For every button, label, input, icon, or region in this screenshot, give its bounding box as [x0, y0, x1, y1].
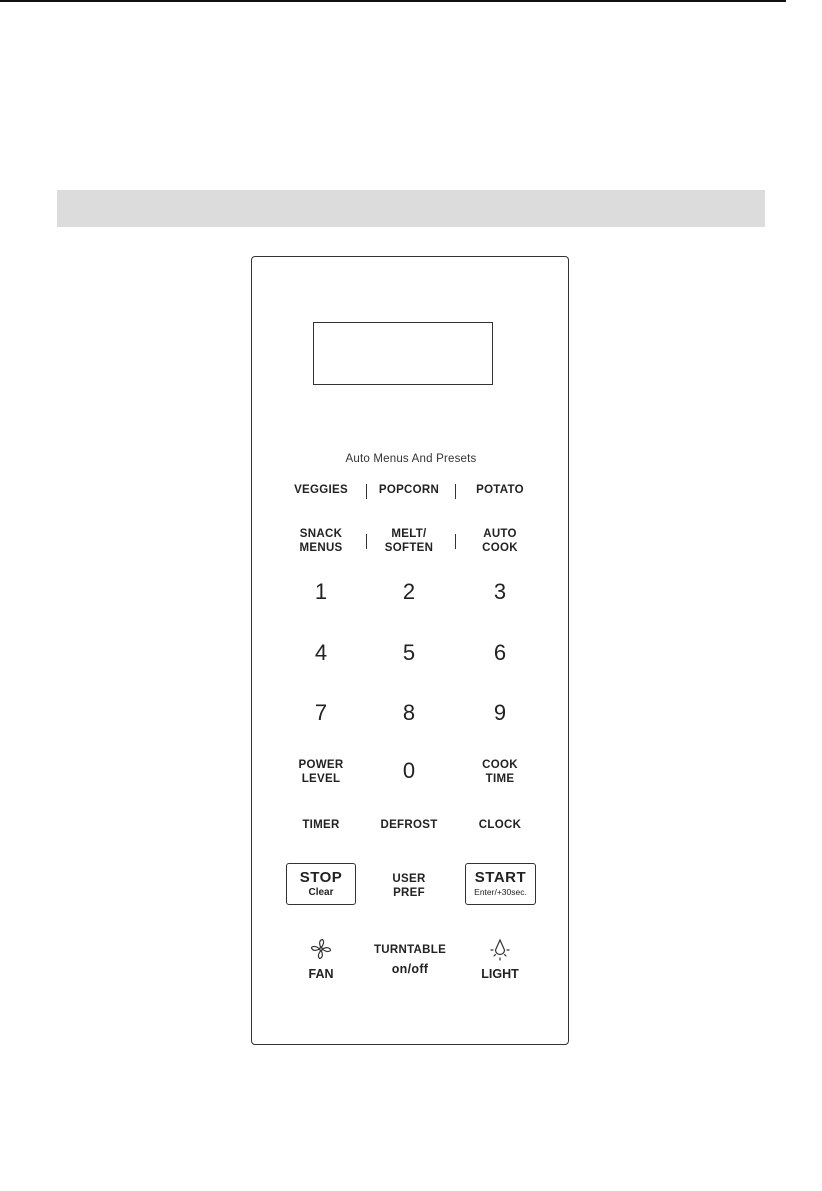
- power-level-button[interactable]: [299, 758, 344, 786]
- power-level-label-1: POWER: [298, 759, 344, 771]
- popcorn-button[interactable]: POPCORN: [378, 484, 440, 496]
- cook-time-label-1: COOK: [482, 759, 518, 771]
- stop-label: STOP: [299, 869, 343, 886]
- digit-8-button[interactable]: 8: [402, 700, 416, 725]
- digit-9-button[interactable]: 9: [493, 700, 507, 725]
- digit-5-button[interactable]: 5: [402, 640, 416, 665]
- fan-icon[interactable]: [309, 937, 333, 961]
- header-band: [57, 190, 765, 227]
- melt-soften-label-2: SOFTEN: [384, 542, 434, 554]
- veggies-button[interactable]: VEGGIES: [294, 484, 348, 496]
- digit-2-button[interactable]: 2: [402, 579, 416, 604]
- auto-cook-label-2: COOK: [482, 542, 518, 554]
- start-button[interactable]: [465, 863, 536, 905]
- turntable-on-off-label: on/off: [391, 962, 429, 976]
- user-pref-button[interactable]: [392, 872, 425, 900]
- light-button[interactable]: LIGHT: [481, 967, 519, 981]
- clock-button[interactable]: CLOCK: [478, 819, 522, 831]
- digit-7-button[interactable]: 7: [314, 700, 328, 725]
- turntable-button[interactable]: [374, 943, 446, 976]
- digit-0-button[interactable]: 0: [402, 758, 416, 783]
- digit-3-button[interactable]: 3: [493, 579, 507, 604]
- melt-soften-label-1: MELT/: [391, 528, 427, 540]
- digit-1-button[interactable]: 1: [314, 579, 328, 604]
- clear-label: Clear: [308, 887, 334, 898]
- start-sub-label: Enter/+30sec.: [474, 887, 527, 897]
- melt-soften-button[interactable]: [385, 527, 433, 555]
- turntable-label: TURNTABLE: [373, 944, 447, 956]
- stop-clear-button[interactable]: [286, 863, 356, 905]
- digit-4-button[interactable]: 4: [314, 640, 328, 665]
- cook-time-label-2: TIME: [485, 773, 515, 785]
- separator: [455, 484, 456, 499]
- separator: [366, 534, 367, 549]
- separator: [455, 534, 456, 549]
- user-pref-label-2: PREF: [393, 887, 425, 899]
- auto-cook-label-1: AUTO: [483, 528, 517, 540]
- snack-menus-label-1: SNACK: [299, 528, 343, 540]
- start-label: START: [474, 869, 527, 886]
- user-pref-label-1: USER: [392, 873, 426, 885]
- cook-time-button[interactable]: [482, 758, 518, 786]
- top-rule: [0, 0, 786, 2]
- snack-menus-label-2: MENUS: [299, 542, 343, 554]
- section-title: Auto Menus And Presets: [345, 453, 477, 465]
- fan-button[interactable]: FAN: [308, 967, 334, 981]
- auto-cook-button[interactable]: [482, 527, 518, 555]
- defrost-button[interactable]: DEFROST: [380, 819, 438, 831]
- display-window: [313, 322, 493, 385]
- snack-menus-button[interactable]: [299, 527, 342, 555]
- separator: [366, 484, 367, 499]
- digit-6-button[interactable]: 6: [493, 640, 507, 665]
- potato-button[interactable]: POTATO: [476, 484, 524, 496]
- timer-button[interactable]: TIMER: [302, 819, 340, 831]
- light-bulb-icon[interactable]: [488, 936, 512, 962]
- power-level-label-2: LEVEL: [301, 773, 341, 785]
